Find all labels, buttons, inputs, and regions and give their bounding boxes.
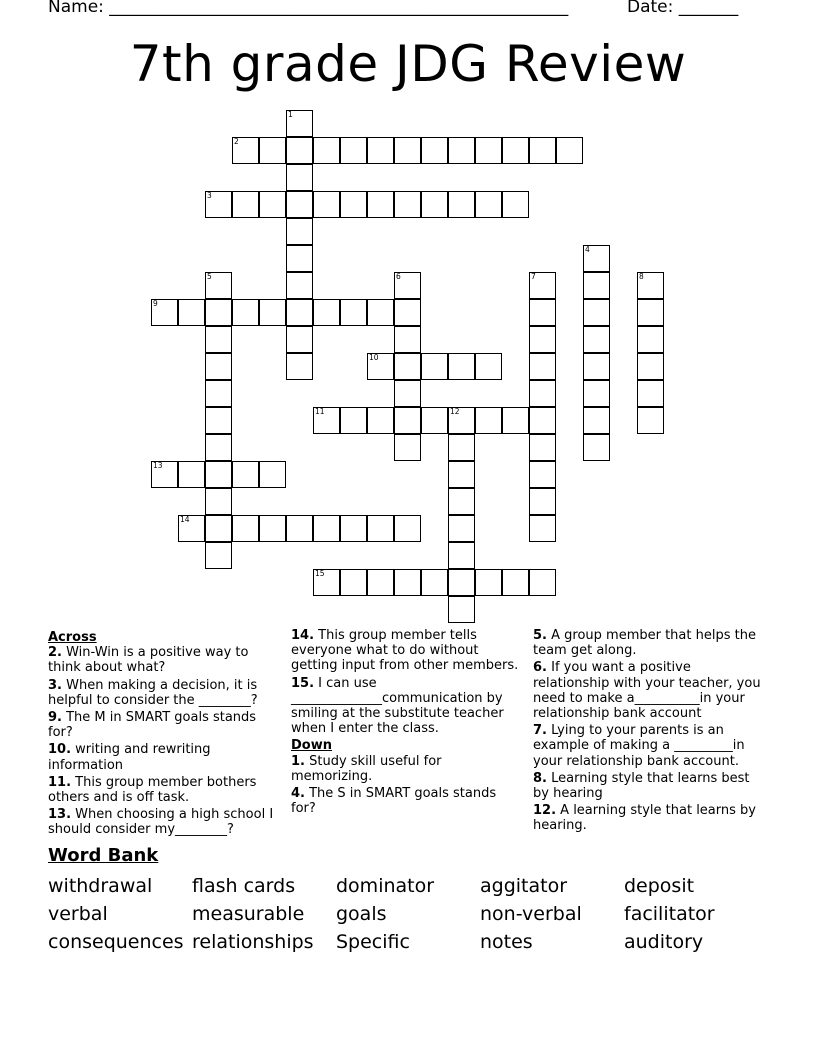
grid-cell[interactable] <box>178 461 205 488</box>
grid-cell[interactable] <box>529 515 556 542</box>
clue-item-text: The S in SMART goals stands for? <box>291 786 497 817</box>
grid-cell[interactable] <box>502 407 529 434</box>
grid-cell[interactable] <box>394 137 421 164</box>
grid-cell[interactable] <box>448 434 475 461</box>
word-bank-item: auditory <box>624 931 704 953</box>
grid-cell[interactable] <box>367 353 394 380</box>
grid-cell[interactable] <box>286 272 313 299</box>
grid-cell[interactable] <box>529 326 556 353</box>
grid-cell[interactable] <box>448 596 475 623</box>
grid-cell[interactable] <box>448 407 475 434</box>
clue-item <box>48 645 280 675</box>
word-bank-item: non-verbal <box>480 903 582 925</box>
clue-item-text: Lying to your parents is an example of making a _________in your relationship bank account. <box>533 723 745 769</box>
grid-cell[interactable] <box>448 461 475 488</box>
clue-item-number: 7. <box>533 723 547 739</box>
clue-item-number: 8. <box>533 770 547 786</box>
grid-cell[interactable] <box>637 353 664 380</box>
grid-cell[interactable] <box>529 488 556 515</box>
grid-cell[interactable] <box>205 542 232 569</box>
grid-cell[interactable] <box>583 434 610 461</box>
clue-number: 6 <box>396 272 401 281</box>
clue-column-3 <box>533 628 765 836</box>
grid-cell[interactable] <box>556 137 583 164</box>
grid-cell[interactable] <box>205 488 232 515</box>
grid-cell[interactable] <box>475 407 502 434</box>
grid-cell[interactable] <box>583 245 610 272</box>
word-bank-item: dominator <box>336 875 435 897</box>
clue-number: 9 <box>153 299 158 308</box>
grid-cell[interactable] <box>421 191 448 218</box>
grid-cell[interactable] <box>340 137 367 164</box>
grid-cell[interactable] <box>205 191 232 218</box>
word-bank-item: consequences <box>48 931 184 953</box>
grid-cell[interactable] <box>286 299 313 326</box>
grid-cell[interactable] <box>394 191 421 218</box>
grid-cell[interactable] <box>583 299 610 326</box>
grid-cell[interactable] <box>367 299 394 326</box>
clue-item <box>291 628 523 674</box>
grid-cell[interactable] <box>448 488 475 515</box>
grid-cell[interactable] <box>637 326 664 353</box>
clue-number: 4 <box>585 245 590 254</box>
grid-cell[interactable] <box>313 299 340 326</box>
clue-number: 13 <box>153 461 163 470</box>
word-bank-title: Word Bank <box>48 845 159 866</box>
grid-cell[interactable] <box>448 542 475 569</box>
grid-cell[interactable] <box>259 191 286 218</box>
clue-item-number: 3. <box>48 677 62 693</box>
grid-cell[interactable] <box>286 245 313 272</box>
grid-cell[interactable] <box>394 407 421 434</box>
page-title: 7th grade JDG Review <box>129 35 687 93</box>
clue-item-number: 11. <box>48 774 72 790</box>
grid-cell[interactable] <box>502 137 529 164</box>
date-field-label: Date: _______ <box>627 0 739 17</box>
across-clue-list-continued <box>291 628 523 736</box>
grid-cell[interactable] <box>286 191 313 218</box>
clue-item-number: 15. <box>291 675 315 691</box>
clue-item-text: I can use ______________communication by smiling at the substitute teacher when I enter the class. <box>291 675 504 737</box>
clue-item-text: The M in SMART goals stands for? <box>48 710 257 741</box>
clue-column-2 <box>291 628 523 818</box>
clue-item-number: 6. <box>533 660 547 676</box>
grid-cell[interactable] <box>232 461 259 488</box>
grid-cell[interactable] <box>286 137 313 164</box>
grid-cell[interactable] <box>367 137 394 164</box>
clue-column-1 <box>48 628 280 840</box>
grid-cell[interactable] <box>340 515 367 542</box>
grid-cell[interactable] <box>151 461 178 488</box>
grid-cell[interactable] <box>529 137 556 164</box>
word-bank-item: relationships <box>192 931 314 953</box>
grid-cell[interactable] <box>259 515 286 542</box>
grid-cell[interactable] <box>529 407 556 434</box>
word-bank-item: aggitator <box>480 875 568 897</box>
clue-item <box>48 742 280 772</box>
grid-cell[interactable] <box>394 353 421 380</box>
clue-item-number: 9. <box>48 710 62 726</box>
grid-cell[interactable] <box>259 137 286 164</box>
clue-item-number: 4. <box>291 786 305 802</box>
grid-cell[interactable] <box>637 299 664 326</box>
grid-cell[interactable] <box>583 353 610 380</box>
grid-cell[interactable] <box>475 191 502 218</box>
grid-cell[interactable] <box>286 515 313 542</box>
clue-item <box>533 660 765 721</box>
grid-cell[interactable] <box>286 218 313 245</box>
clue-number: 15 <box>315 569 325 578</box>
word-bank-item: goals <box>336 903 387 925</box>
clue-item <box>291 754 523 784</box>
grid-cell[interactable] <box>232 515 259 542</box>
grid-cell[interactable] <box>205 380 232 407</box>
grid-cell[interactable] <box>286 110 313 137</box>
grid-cell[interactable] <box>205 407 232 434</box>
grid-cell[interactable] <box>313 515 340 542</box>
grid-cell[interactable] <box>259 299 286 326</box>
grid-cell[interactable] <box>340 299 367 326</box>
grid-cell[interactable] <box>583 326 610 353</box>
grid-cell[interactable] <box>286 326 313 353</box>
grid-cell[interactable] <box>313 569 340 596</box>
grid-cell[interactable] <box>421 407 448 434</box>
clue-number: 1 <box>288 110 293 119</box>
grid-cell[interactable] <box>205 353 232 380</box>
clue-item-text: If you want a positive relationship with your teacher, you need to make a__________in your relationship bank account <box>533 660 761 722</box>
grid-cell[interactable] <box>394 326 421 353</box>
clue-item-text: A group member that helps the team get along. <box>533 628 756 659</box>
clue-item-number: 2. <box>48 645 62 661</box>
word-bank-item: facilitator <box>624 903 715 925</box>
clue-number: 14 <box>180 515 190 524</box>
grid-cell[interactable] <box>178 299 205 326</box>
grid-cell[interactable] <box>205 434 232 461</box>
word-bank-item: measurable <box>192 903 305 925</box>
grid-cell[interactable] <box>583 272 610 299</box>
clue-item-text: Study skill useful for memorizing. <box>291 753 442 784</box>
word-bank-item: withdrawal <box>48 875 153 897</box>
clue-number: 10 <box>369 353 379 362</box>
grid-cell[interactable] <box>583 407 610 434</box>
clue-item <box>291 676 523 737</box>
grid-cell[interactable] <box>313 191 340 218</box>
clue-number: 8 <box>639 272 644 281</box>
grid-cell[interactable] <box>367 407 394 434</box>
grid-cell[interactable] <box>448 137 475 164</box>
grid-cell[interactable] <box>205 326 232 353</box>
grid-cell[interactable] <box>394 299 421 326</box>
grid-cell[interactable] <box>529 380 556 407</box>
grid-cell[interactable] <box>421 353 448 380</box>
clue-item-text: This group member tells everyone what to do without getting input from other members. <box>291 628 519 674</box>
word-bank-item: deposit <box>624 875 695 897</box>
word-bank-item: notes <box>480 931 533 953</box>
clue-item-number: 14. <box>291 628 315 643</box>
clue-item-number: 13. <box>48 807 72 823</box>
grid-cell[interactable] <box>529 461 556 488</box>
grid-cell[interactable] <box>637 380 664 407</box>
clue-item-text: When making a decision, it is helpful to consider the ________? <box>48 677 258 708</box>
clue-item-text: Learning style that learns best by hearing <box>533 770 750 802</box>
clue-item-text: A learning style that learns by hearing. <box>533 803 756 834</box>
clue-item-number: 12. <box>533 803 557 819</box>
grid-cell[interactable] <box>232 137 259 164</box>
grid-cell[interactable] <box>286 353 313 380</box>
grid-cell[interactable] <box>232 299 259 326</box>
grid-cell[interactable] <box>205 272 232 299</box>
grid-cell[interactable] <box>286 164 313 191</box>
grid-cell[interactable] <box>394 272 421 299</box>
clue-item <box>48 678 280 708</box>
grid-cell[interactable] <box>313 407 340 434</box>
grid-cell[interactable] <box>367 515 394 542</box>
clue-item-text: writing and rewriting information <box>48 742 211 773</box>
grid-cell[interactable] <box>151 299 178 326</box>
grid-cell[interactable] <box>529 272 556 299</box>
grid-cell[interactable] <box>448 353 475 380</box>
clue-number: 11 <box>315 407 325 416</box>
grid-cell[interactable] <box>205 515 232 542</box>
clue-item-text: This group member bothers others and is off task. <box>48 774 257 806</box>
grid-cell[interactable] <box>205 461 232 488</box>
clue-item <box>48 775 280 805</box>
grid-cell[interactable] <box>502 191 529 218</box>
clue-item-number: 10. <box>48 742 72 758</box>
word-bank-item: verbal <box>48 903 108 925</box>
down-clue-list-continued <box>533 628 765 834</box>
grid-cell[interactable] <box>502 569 529 596</box>
clue-number: 2 <box>234 137 239 146</box>
clue-item <box>48 807 280 837</box>
grid-cell[interactable] <box>394 380 421 407</box>
grid-cell[interactable] <box>448 191 475 218</box>
grid-cell[interactable] <box>529 353 556 380</box>
across-clue-list <box>48 645 280 837</box>
grid-cell[interactable] <box>421 137 448 164</box>
clue-item-number: 1. <box>291 753 305 769</box>
clue-item <box>533 628 765 658</box>
word-bank-item: Specific <box>336 931 410 953</box>
clue-item <box>533 723 765 769</box>
across-heading: Across <box>48 630 97 645</box>
grid-cell[interactable] <box>448 569 475 596</box>
grid-cell[interactable] <box>313 137 340 164</box>
grid-cell[interactable] <box>421 569 448 596</box>
grid-cell[interactable] <box>475 137 502 164</box>
name-field-label: Name: ______________________________________________________ <box>48 0 569 17</box>
clue-number: 7 <box>531 272 536 281</box>
down-heading: Down <box>291 738 332 754</box>
clue-item <box>291 786 523 816</box>
grid-cell[interactable] <box>367 569 394 596</box>
clue-number: 5 <box>207 272 212 281</box>
grid-cell[interactable] <box>178 515 205 542</box>
word-bank-item: flash cards <box>192 875 296 897</box>
grid-cell[interactable] <box>529 434 556 461</box>
grid-cell[interactable] <box>637 407 664 434</box>
grid-cell[interactable] <box>340 191 367 218</box>
grid-cell[interactable] <box>394 515 421 542</box>
grid-cell[interactable] <box>340 569 367 596</box>
clue-item-text: When choosing a high school I should consider my________? <box>48 807 274 838</box>
clue-item-text: Win-Win is a positive way to think about what? <box>48 645 249 676</box>
grid-cell[interactable] <box>394 434 421 461</box>
clue-item-number: 5. <box>533 628 547 643</box>
clue-item <box>533 803 765 833</box>
grid-cell[interactable] <box>475 569 502 596</box>
grid-cell[interactable] <box>637 272 664 299</box>
grid-cell[interactable] <box>259 461 286 488</box>
grid-cell[interactable] <box>340 407 367 434</box>
grid-cell[interactable] <box>232 191 259 218</box>
grid-cell[interactable] <box>475 353 502 380</box>
clue-item <box>533 771 765 801</box>
grid-cell[interactable] <box>583 380 610 407</box>
down-clue-list <box>291 754 523 817</box>
clue-number: 3 <box>207 191 212 200</box>
grid-cell[interactable] <box>205 299 232 326</box>
grid-cell[interactable] <box>367 191 394 218</box>
grid-cell[interactable] <box>394 569 421 596</box>
grid-cell[interactable] <box>448 515 475 542</box>
grid-cell[interactable] <box>529 569 556 596</box>
clue-item <box>48 710 280 740</box>
clue-number: 12 <box>450 407 460 416</box>
grid-cell[interactable] <box>529 299 556 326</box>
